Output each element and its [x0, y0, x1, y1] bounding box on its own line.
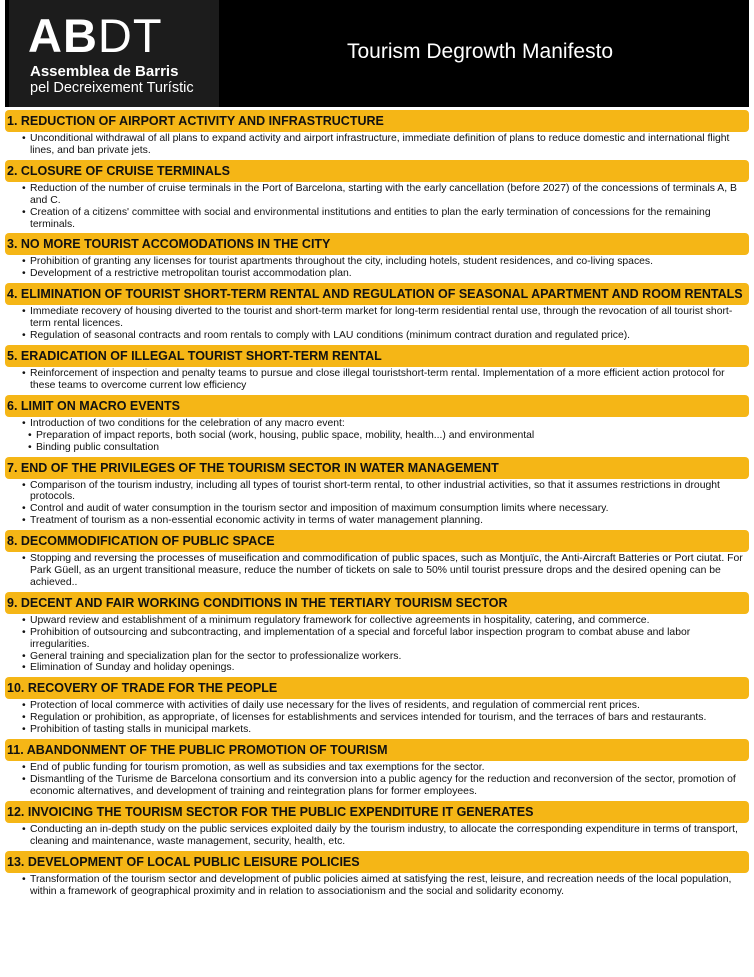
section-heading: 13. DEVELOPMENT OF LOCAL PUBLIC LEISURE POLICIES	[5, 851, 749, 873]
bullet-item: • Treatment of tourism as a non-essential economic activity in terms of water management planning.	[30, 515, 748, 527]
abdt-logo	[9, 0, 219, 107]
bullet-item: • Regulation or prohibition, as appropriate, of licenses for establishments and services intended for tourism, and the terraces of bars and restaurants.	[30, 712, 748, 724]
section-heading: 2. CLOSURE OF CRUISE TERMINALS	[5, 160, 749, 182]
logo-line-1: Assemblea de Barris	[30, 63, 179, 80]
section-bullets	[0, 183, 754, 231]
bullet-item: • Development of a restrictive metropolitan tourist accommodation plan.	[30, 268, 748, 280]
section-bullets	[0, 824, 754, 848]
section-heading: 6. LIMIT ON MACRO EVENTS	[5, 395, 749, 417]
bullet-item: • Unconditional withdrawal of all plans to expand activity and airport infrastructure, immediate definition of plans to reduce domestic and international flight lines, and ban private jets.	[30, 133, 748, 157]
section-bullets	[0, 700, 754, 736]
bullet-item: • Prohibition of outsourcing and subcontracting, and implementation of a special and forceful labor inspection program to combat abuse and labor irregularities.	[30, 627, 748, 651]
section-heading: 4. ELIMINATION OF TOURIST SHORT-TERM RENTAL AND REGULATION OF SEASONAL APARTMENT AND ROOM RENTALS	[5, 283, 749, 305]
bullet-item: • Conducting an in-depth study on the public services exploited daily by the tourism industry, to allocate the corresponding expenditure in terms of transport, cleaning and maintenance, waste management, security, health, etc.	[30, 824, 748, 848]
bullet-item: • End of public funding for tourism promotion, as well as subsidies and tax exemptions for the sector.	[30, 762, 748, 774]
bullet-item: • Introduction of two conditions for the celebration of any macro event:	[30, 418, 748, 430]
logo-line-2: pel Decreixement Turístic	[30, 80, 194, 96]
section-bullets	[0, 762, 754, 798]
bullet-item: • Reduction of the number of cruise terminals in the Port of Barcelona, starting with the early cancellation (before 2027) of the concessions of terminals A, B and C.	[30, 183, 748, 207]
bullet-item: • Prohibition of tasting stalls in municipal markets.	[30, 724, 748, 736]
section-bullets	[0, 480, 754, 528]
bullet-item: • Elimination of Sunday and holiday openings.	[30, 662, 748, 674]
header-banner	[5, 0, 749, 107]
sub-bullet-item: • Preparation of impact reports, both social (work, housing, public space, mobility, health...) and environmental	[36, 430, 748, 442]
bullet-item: • Prohibition of granting any licenses for tourist apartments throughout the city, including hotels, student residences, and co-living spaces.	[30, 256, 748, 268]
bullet-item: • General training and specialization plan for the sector to professionalize workers.	[30, 651, 748, 663]
bullet-item: • Reinforcement of inspection and penalty teams to pursue and close illegal touristshort-term rental. Implementation of a more efficient action protocol for these teams to overcome current low efficiency	[30, 368, 748, 392]
section-heading: 8. DECOMMODIFICATION OF PUBLIC SPACE	[5, 530, 749, 552]
bullet-item: • Immediate recovery of housing diverted to the tourist and short-term market for long-term residential rental use, through the revocation of all tourist short-term rental licences.	[30, 306, 748, 330]
section-bullets	[0, 306, 754, 342]
section-heading: 3. NO MORE TOURIST ACCOMODATIONS IN THE CITY	[5, 233, 749, 255]
section-bullets	[0, 256, 754, 280]
bullet-item: • Transformation of the tourism sector and development of public policies aimed at satisfying the rest, leisure, and recreation needs of the local population, within a framework of geographical proximity and in relation to associationism and the social and solidarity economy.	[30, 874, 748, 898]
bullet-item: • Creation of a citizens' committee with social and environmental institutions and entities to plan the early termination of concessions for the remaining terminals.	[30, 207, 748, 231]
logo-wordmark: ABDT	[28, 9, 163, 62]
section-heading: 12. INVOICING THE TOURISM SECTOR FOR THE PUBLIC EXPENDITURE IT GENERATES	[5, 801, 749, 823]
bullet-item: • Regulation of seasonal contracts and room rentals to comply with LAU conditions (minimum contract duration and regulated price).	[30, 330, 748, 342]
section-heading: 10. RECOVERY OF TRADE FOR THE PEOPLE	[5, 677, 749, 699]
manifesto-sections	[0, 110, 754, 900]
sub-bullet-item: • Binding public consultation	[36, 442, 748, 454]
section-bullets	[0, 368, 754, 392]
section-heading: 7. END OF THE PRIVILEGES OF THE TOURISM SECTOR IN WATER MANAGEMENT	[5, 457, 749, 479]
bullet-item: • Stopping and reversing the processes of museification and commodification of public spaces, such as Montjuïc, the Anti-Aircraft Batteries or Port ciutat. For Park Güell, as an urgent transitional measure, reduce the number of tickets on sale to 50% until tourist pressure drops and the desired opening can be achieved..	[30, 553, 748, 589]
section-bullets	[0, 418, 754, 454]
bullet-item: • Dismantling of the Turisme de Barcelona consortium and its conversion into a public agency for the reduction and reconversion of the sector, promotion of economic alternatives, and development of training and reintegration plans for former employees.	[30, 774, 748, 798]
section-heading: 11. ABANDONMENT OF THE PUBLIC PROMOTION OF TOURISM	[5, 739, 749, 761]
page-title: Tourism Degrowth Manifesto	[347, 40, 614, 63]
bullet-item: • Comparison of the tourism industry, including all types of tourist short-term rental, to other industrial activities, so that it assumes restrictions in drought protocols.	[30, 480, 748, 504]
section-bullets	[0, 874, 754, 898]
bullet-item: • Control and audit of water consumption in the tourism sector and imposition of maximum consumption limits where necessary.	[30, 503, 748, 515]
section-heading: 1. REDUCTION OF AIRPORT ACTIVITY AND INFRASTRUCTURE	[5, 110, 749, 132]
bullet-item: • Protection of local commerce with activities of daily use necessary for the lives of residents, and regulation of commercial rent prices.	[30, 700, 748, 712]
bullet-item: • Upward review and establishment of a minimum regulatory framework for collective agreements in hospitality, catering, and commerce.	[30, 615, 748, 627]
section-bullets	[0, 615, 754, 675]
section-bullets	[0, 553, 754, 589]
section-heading: 5. ERADICATION OF ILLEGAL TOURIST SHORT-TERM RENTAL	[5, 345, 749, 367]
section-bullets	[0, 133, 754, 157]
section-heading: 9. DECENT AND FAIR WORKING CONDITIONS IN THE TERTIARY TOURISM SECTOR	[5, 592, 749, 614]
